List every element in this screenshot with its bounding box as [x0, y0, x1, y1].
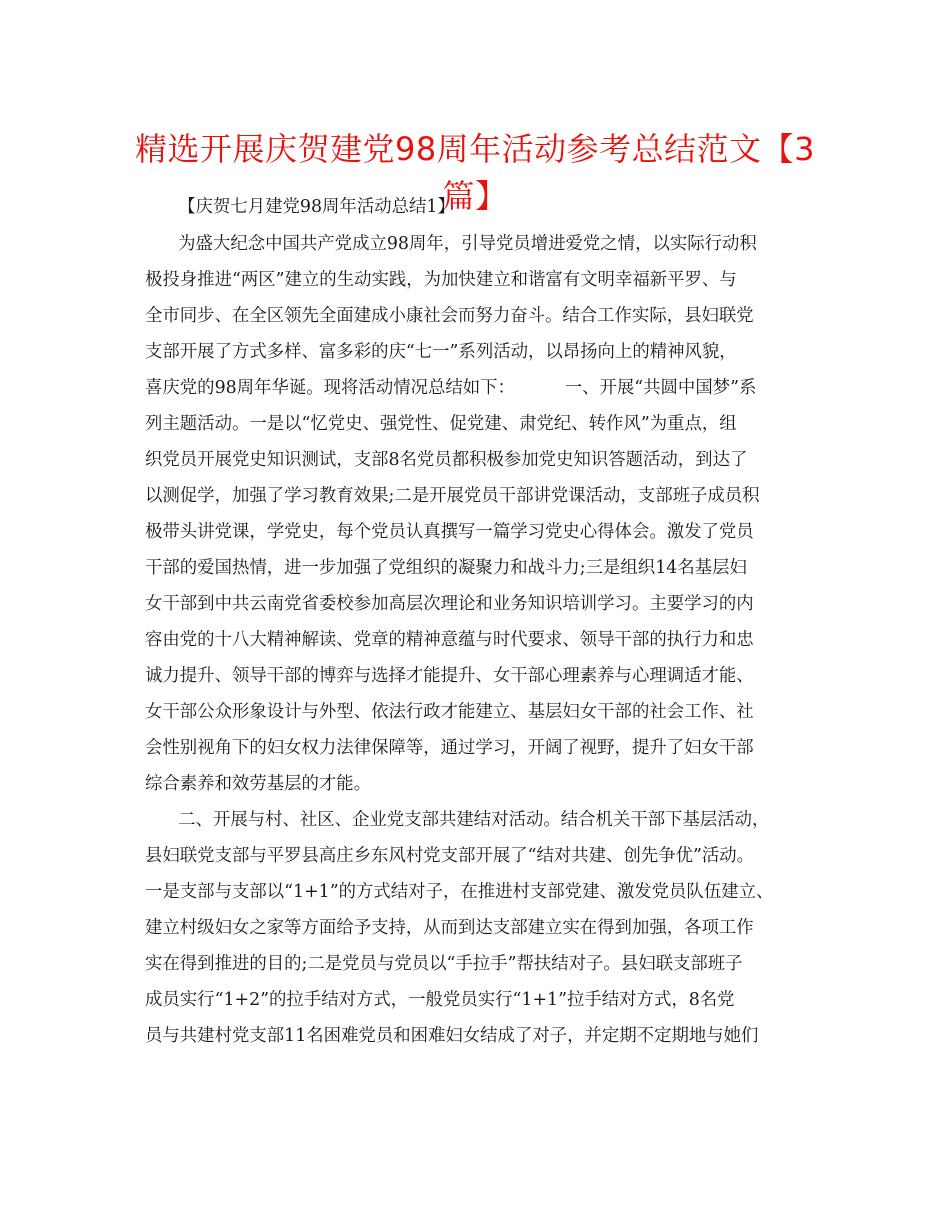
text-line: 为盛大纪念中国共产党成立98周年，引导党员增进爱党之情，以实际行动积 [145, 234, 757, 254]
document-title: 精选开展庆贺建党98周年活动参考总结范文【3篇】 [134, 130, 816, 215]
text-line: 诚力提升、领导干部的博弈与选择才能提升、女干部心理素养与心理调适才能、 [145, 666, 754, 686]
text-line: 会性别视角下的妇女权力法律保障等，通过学习，开阔了视野，提升了妇女干部 [145, 738, 754, 758]
section-heading: 【庆贺七月建党98周年活动总结1】 [145, 197, 455, 217]
text-line: 成员实行“1+2”的拉手结对方式，一般党员实行“1+1”拉手结对方式，8名党 [145, 990, 735, 1010]
text-line: 织党员开展党史知识测试，支部8名党员都积极参加党史知识答题活动，到达了 [145, 450, 748, 470]
text-line: 二、开展与村、社区、企业党支部共建结对活动。结合机关干部下基层活动， [145, 810, 770, 830]
text-line: 以测促学，加强了学习教育效果;二是开展党员干部讲党课活动，支部班子成员积 [145, 486, 760, 506]
text-line: 容由党的十八大精神解读、党章的精神意蕴与时代要求、领导干部的执行力和忠 [145, 630, 754, 650]
text-line: 极投身推进“两区”建立的生动实践，为加快建立和谐富有文明幸福新平罗、与 [145, 270, 737, 290]
text-line: 喜庆党的98周年华诞。现将活动情况总结如下： 一、开展“共圆中国梦”系 [145, 378, 757, 398]
text-line: 县妇联党支部与平罗县高庄乡东风村党支部开展了“结对共建、创先争优”活动。 [145, 846, 755, 866]
text-line: 女干部到中共云南党省委校参加高层次理论和业务知识培训学习。主要学习的内 [145, 594, 754, 614]
text-line: 极带头讲党课，学党史，每个党员认真撰写一篇学习党史心得体会。激发了党员 [145, 522, 754, 542]
text-line: 女干部公众形象设计与外型、依法行政才能建立、基层妇女干部的社会工作、社 [145, 702, 754, 722]
text-line: 支部开展了方式多样、富多彩的庆“七一”系列活动，以昂扬向上的精神风貌， [145, 342, 737, 362]
text-line: 实在得到推进的目的;二是党员与党员以“手拉手”帮扶结对子。县妇联支部班子 [145, 954, 743, 974]
text-line: 全市同步、在全区领先全面建成小康社会而努力奋斗。结合工作实际，县妇联党 [145, 306, 754, 326]
text-line: 列主题活动。一是以“忆党史、强党性、促党建、肃党纪、转作风”为重点，组 [145, 414, 737, 434]
text-line: 一是支部与支部以“1+1”的方式结对子，在推进村支部党建、激发党员队伍建立、 [145, 882, 774, 902]
text-line: 员与共建村党支部11名困难党员和困难妇女结成了对子，并定期不定期地与她们 [145, 1026, 759, 1046]
text-line: 干部的爱国热情，进一步加强了党组织的凝聚力和战斗力;三是组织14名基层妇 [145, 558, 747, 578]
text-line: 综合素养和效劳基层的才能。 [145, 774, 372, 794]
text-line: 建立村级妇女之家等方面给予支持，从而到达支部建立实在得到加强，各项工作 [145, 918, 754, 938]
